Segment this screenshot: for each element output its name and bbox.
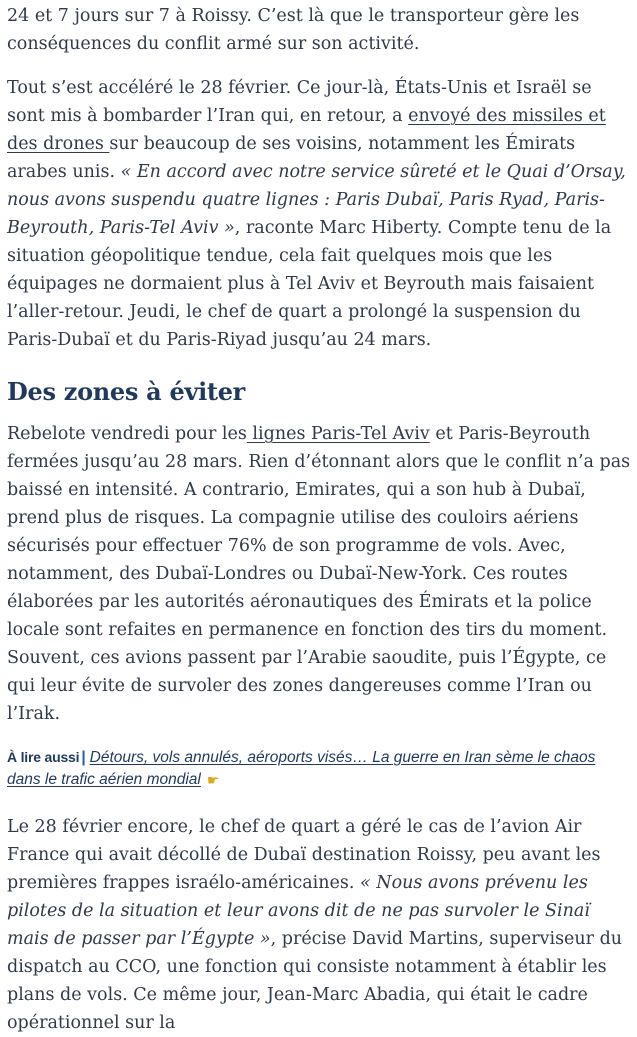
paragraph [7, 74, 633, 354]
paris-tel-aviv-link[interactable]: lignes Paris-Tel Aviv [246, 424, 430, 444]
paragraph-text: et Paris-Beyrouth fermées jusqu’au 28 mars. Rien d’étonnant alors que le conflit n’a pas baissé en intensité. A contrario, Emirates, qui a son hub à Dubaï, prend plus de risques. La compagnie utilise des couloirs aériens sécurisés pour effectuer 76% de son programme de vols. Avec, notamment, des Dubaï-Londres ou Dubaï-New-York. Ces routes élaborées par les autorités aéronautiques des Émirats et la police locale sont refaites en permanence en fonction des tirs du moment. Souvent, ces avions passent par l’Arabie saoudite, puis l’Égypte, ce qui leur évite de survoler des zones dangereuses comme l’Iran ou l’Irak. [7, 424, 631, 724]
paragraph-text: sur beaucoup de ses voisins, notamment les Émirats arabes unis. [7, 134, 576, 182]
missiles-article-link[interactable]: envoyé des missiles et des drones [7, 106, 606, 154]
article-body [7, 2, 633, 1037]
quote: « Nous avons prévenu les pilotes de la situation et leur avons dit de ne pas survoler le Sinaï mais de passer par l’Égypte » [7, 873, 590, 949]
paragraph-text: Tout s’est accéléré le 28 février. Ce jour-là, États-Unis et Israël se sont mis à bombarder l’Iran qui, en retour, a [7, 78, 592, 126]
paragraph [7, 420, 633, 728]
paragraph-text: Rebelote vendredi pour les [7, 424, 247, 444]
paragraph: 24 et 7 jours sur 7 à Roissy. C’est là que le transporteur gère les conséquences du conflit armé sur son activité. [7, 6, 580, 54]
paragraph-text: , raconte Marc Hiberty. Compte tenu de la situation géopolitique tendue, cela fait quelques mois que les équipages ne dormaient plus à Tel Aviv et Beyrouth mais faisaient l’aller-retour. Jeudi, le chef de quart a prolongé la suspension du Paris-Dubaï et du Paris-Riyad jusqu’au 24 mars. [7, 218, 612, 350]
section-heading: Des zones à éviter [7, 377, 246, 406]
paragraph-text: Le 28 février encore, le chef de quart a géré le cas de l’avion Air France qui avait décollé de Dubaï destination Roissy, peu avant les premières frappes israélo-américaines. [7, 817, 601, 893]
read-also-block [7, 746, 633, 791]
pointing-hand-icon: ☛ [206, 772, 220, 788]
read-also-separator: | [81, 749, 86, 766]
quote: « En accord avec notre service sûreté et le Quai d’Orsay, nous avons suspendu quatre lignes : Paris Dubaï, Paris Ryad, Paris-Beyrouth, Paris-Tel Aviv » [7, 162, 626, 238]
paragraph [7, 813, 633, 1037]
paragraph-text: , précise David Martins, superviseur du dispatch au CCO, une fonction qui consiste notamment à établir les plans de vols. Ce même jour, Jean-Marc Abadia, qui était le cadre opérationnel sur la [7, 929, 623, 1033]
read-also-label: À lire aussi [7, 749, 80, 765]
read-also-link[interactable]: Détours, vols annulés, aéroports visés… La guerre en Iran sème le chaos dans le trafic aérien mondial [7, 749, 596, 788]
